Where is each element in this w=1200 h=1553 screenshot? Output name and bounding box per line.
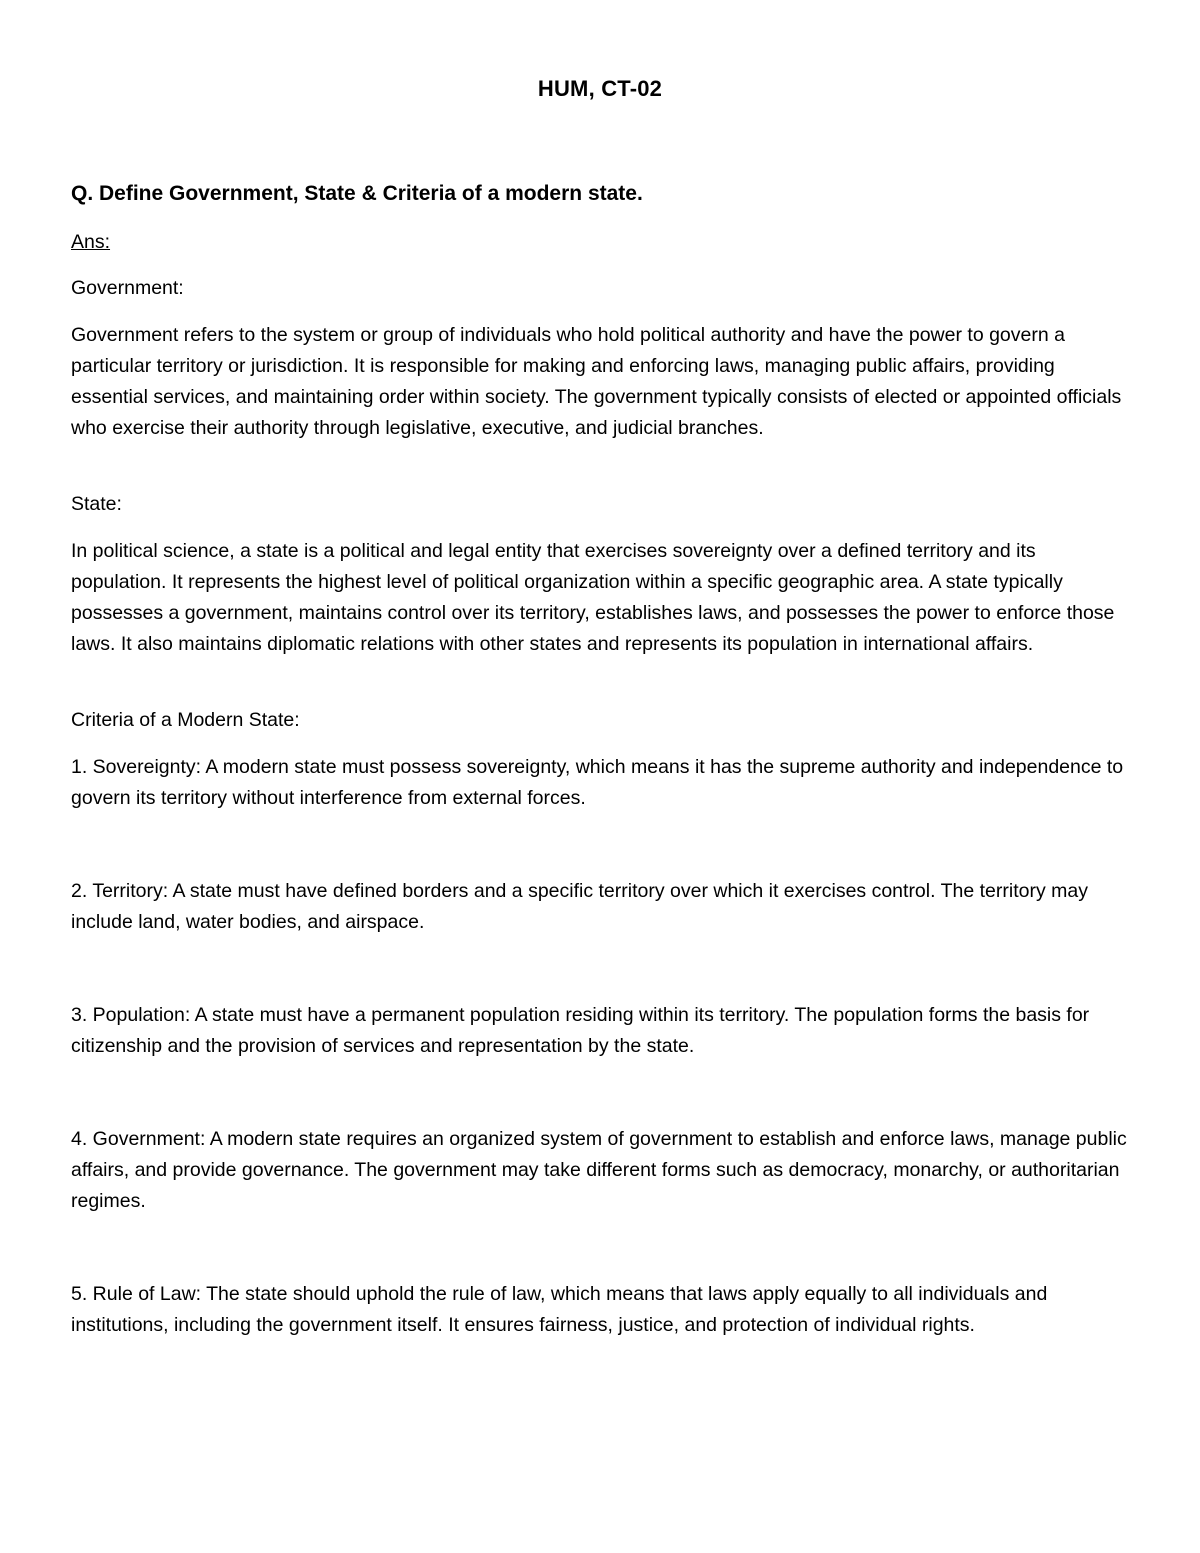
- state-heading: State:: [71, 493, 122, 515]
- answer-label: Ans:: [71, 231, 111, 253]
- criteria-item-government: 4. Government: A modern state requires an organized system of government to establish and enforce laws, manage public affairs, and provide governance. The government may take different forms such as democracy, monarchy, or authoritarian regimes.: [71, 1128, 1127, 1212]
- criteria-item-rule-of-law: 5. Rule of Law: The state should uphold the rule of law, which means that laws apply equally to all individuals and institutions, including the government itself. It ensures fairness, justice, and protection of individual rights.: [71, 1283, 1048, 1336]
- criteria-heading: Criteria of a Modern State:: [71, 709, 300, 731]
- government-heading: Government:: [71, 277, 184, 299]
- spacer: [71, 814, 1136, 876]
- criteria-item-population: 3. Population: A state must have a permanent population residing within its territory. The population forms the basis for citizenship and the provision of services and representation by the state.: [71, 1004, 1090, 1057]
- spacer: [71, 1217, 1136, 1279]
- spacer: [71, 1062, 1136, 1124]
- spacer: [71, 660, 1136, 706]
- state-paragraph: In political science, a state is a political and legal entity that exercises sovereignty over a defined territory and its population. It represents the highest level of political organization within a specific geographic area. A state typically possesses a government, maintains control over its territory, establishes laws, and possesses the power to enforce those laws. It also maintains diplomatic relations with other states and represents its population in international affairs.: [71, 540, 1115, 655]
- spacer: [71, 938, 1136, 1000]
- document-title: HUM, CT-02: [537, 76, 663, 101]
- criteria-item-territory: 2. Territory: A state must have defined borders and a specific territory over which it exercises control. The territory may include land, water bodies, and airspace.: [71, 880, 1088, 933]
- spacer: [71, 444, 1136, 490]
- criteria-item-sovereignty: 1. Sovereignty: A modern state must possess sovereignty, which means it has the supreme authority and independence to govern its territory without interference from external forces.: [71, 756, 1124, 809]
- question-heading: Q. Define Government, State & Criteria of a modern state.: [71, 182, 643, 205]
- document-body: [71, 180, 1136, 1341]
- government-paragraph: Government refers to the system or group of individuals who hold political authority and have the power to govern a particular territory or jurisdiction. It is responsible for making and enforcing laws, managing public affairs, providing essential services, and maintaining order within society. The government typically consists of elected or appointed officials who exercise their authority through legislative, executive, and judicial branches.: [71, 324, 1122, 439]
